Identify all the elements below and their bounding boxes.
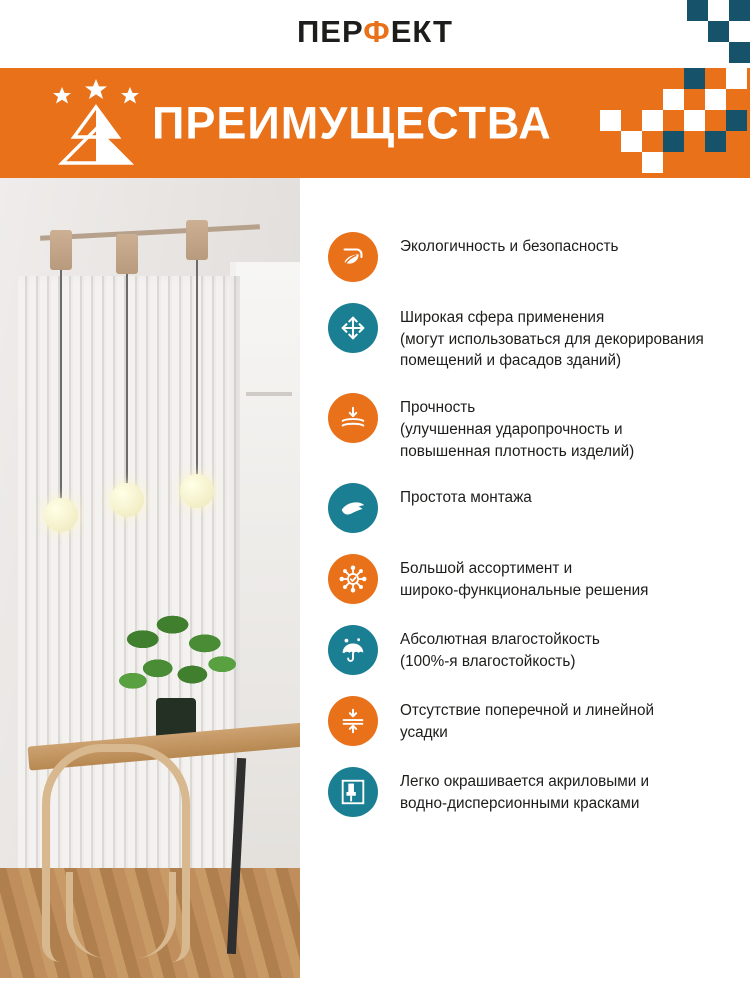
feature-line-1: Широкая сфера применения	[400, 309, 605, 326]
advantages-banner	[0, 68, 750, 178]
feature-item	[328, 483, 728, 533]
feature-item	[328, 625, 728, 675]
feature-text	[400, 303, 704, 372]
feature-text	[400, 696, 654, 743]
feature-line-2: широко-функциональные решения	[400, 582, 649, 600]
feature-line-1: Прочность	[400, 399, 476, 417]
feature-line-1: Отсутствие поперечной и линейной	[400, 702, 655, 720]
feature-line-2: водно-дисперсионными красками	[400, 795, 640, 813]
feature-item	[328, 696, 728, 746]
feature-text	[400, 232, 618, 258]
feature-line-1: Большой ассортимент и	[400, 560, 573, 578]
strength-layers-icon	[328, 393, 378, 443]
eco-leaf-icon	[328, 232, 378, 282]
checker-decoration-top	[630, 0, 750, 62]
advantages-list	[300, 178, 750, 1000]
feature-line-1: Экологичность и безопасность	[400, 238, 619, 255]
four-arrows-icon	[328, 303, 378, 353]
checker-decoration-banner	[600, 68, 750, 178]
feature-item	[328, 767, 728, 817]
feature-text	[400, 483, 532, 509]
feature-item	[328, 393, 728, 462]
feature-line-1: Абсолютная влагостойкость	[400, 631, 600, 649]
brand-part1: ПЕР	[296, 14, 364, 49]
brand-part2: ЕКТ	[390, 14, 453, 49]
feature-line-2: (могут использоваться для декорирования	[400, 330, 704, 348]
feature-line-2: (100%-я влагостойкость)	[400, 653, 576, 671]
perfect-tree-logo-icon	[48, 79, 144, 167]
feature-line-2: усадки	[400, 724, 448, 742]
feature-text	[400, 393, 634, 462]
feature-line-3: помещений и фасадов зданий)	[400, 352, 622, 370]
page-content	[0, 178, 750, 1000]
feature-line-1: Простота монтажа	[400, 489, 532, 507]
easy-install-hand-icon	[328, 483, 378, 533]
paint-brush-icon	[328, 767, 378, 817]
feature-item	[328, 303, 728, 372]
assortment-network-icon	[328, 554, 378, 604]
page-title: ПРЕИМУЩЕСТВА	[152, 97, 552, 149]
brand-accent-letter: Ф	[363, 14, 391, 49]
feature-text	[400, 767, 649, 814]
feature-line-2: (улучшенная ударопрочность и	[400, 420, 623, 438]
feature-line-1: Легко окрашивается акриловыми и	[400, 773, 650, 791]
feature-text	[400, 625, 600, 672]
feature-item	[328, 232, 728, 282]
interior-photo	[0, 178, 300, 978]
feature-text	[400, 554, 648, 601]
feature-line-3: повышенная плотность изделий)	[400, 442, 635, 460]
no-shrinkage-icon	[328, 696, 378, 746]
page-header	[0, 0, 750, 68]
umbrella-water-icon	[328, 625, 378, 675]
feature-item	[328, 554, 728, 604]
